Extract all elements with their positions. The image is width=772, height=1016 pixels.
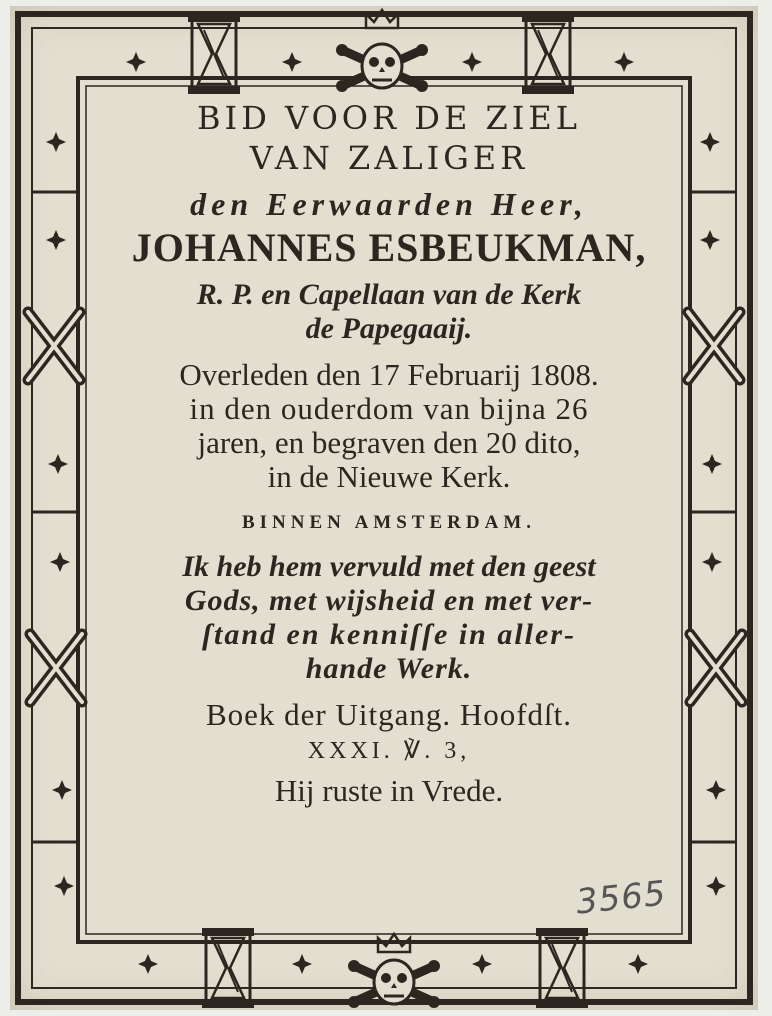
memorial-card — [10, 6, 758, 1010]
inventory-number: 3565 — [574, 873, 669, 923]
cross-pattee-icon — [46, 132, 66, 152]
title-line: den Eerwaarden Heer, — [190, 186, 588, 222]
quote-line-4: hande Werk. — [305, 652, 473, 685]
quote-line-2: Gods, met wijsheid en met ver- — [184, 584, 594, 617]
death-line-4: in de Nieuwe Kerk. — [267, 459, 511, 494]
death-line-1: Overleden den 17 Februarij 1808. — [179, 357, 599, 392]
heading-line-2: VAN ZALIGER — [249, 139, 529, 177]
quote-line-1: Ik heb hem vervuld met den geest — [182, 550, 596, 583]
hourglass-icon — [188, 14, 240, 94]
quote-line-3: ſtand en kenniſſe in aller- — [202, 618, 576, 651]
death-line-2: in den ouderdom van bijna 26 — [189, 391, 589, 426]
top-band — [126, 10, 634, 94]
crossed-bones-icon — [28, 312, 80, 380]
city-line: BINNEN AMSTERDAM. — [241, 512, 537, 533]
closing-line: Hij ruste in Vrede. — [274, 773, 504, 808]
source-line-1: Boek der Uitgang. Hoofdſt. — [205, 697, 573, 732]
skull-crossbones-icon — [336, 44, 428, 92]
office-line-2: de Papegaaij. — [305, 312, 473, 345]
deceased-name: JOHANNES ESBEUKMAN, — [131, 225, 647, 270]
office-line-1: R. P. en Capellaan van de Kerk — [196, 278, 582, 311]
left-band — [28, 132, 82, 896]
source-line-2: XXXI. ℣. 3, — [307, 738, 471, 764]
heading-line-1: BID VOOR DE ZIEL — [197, 99, 581, 137]
death-line-3: jaren, en begraven den 20 dito, — [197, 425, 581, 460]
memorial-text — [92, 98, 686, 808]
